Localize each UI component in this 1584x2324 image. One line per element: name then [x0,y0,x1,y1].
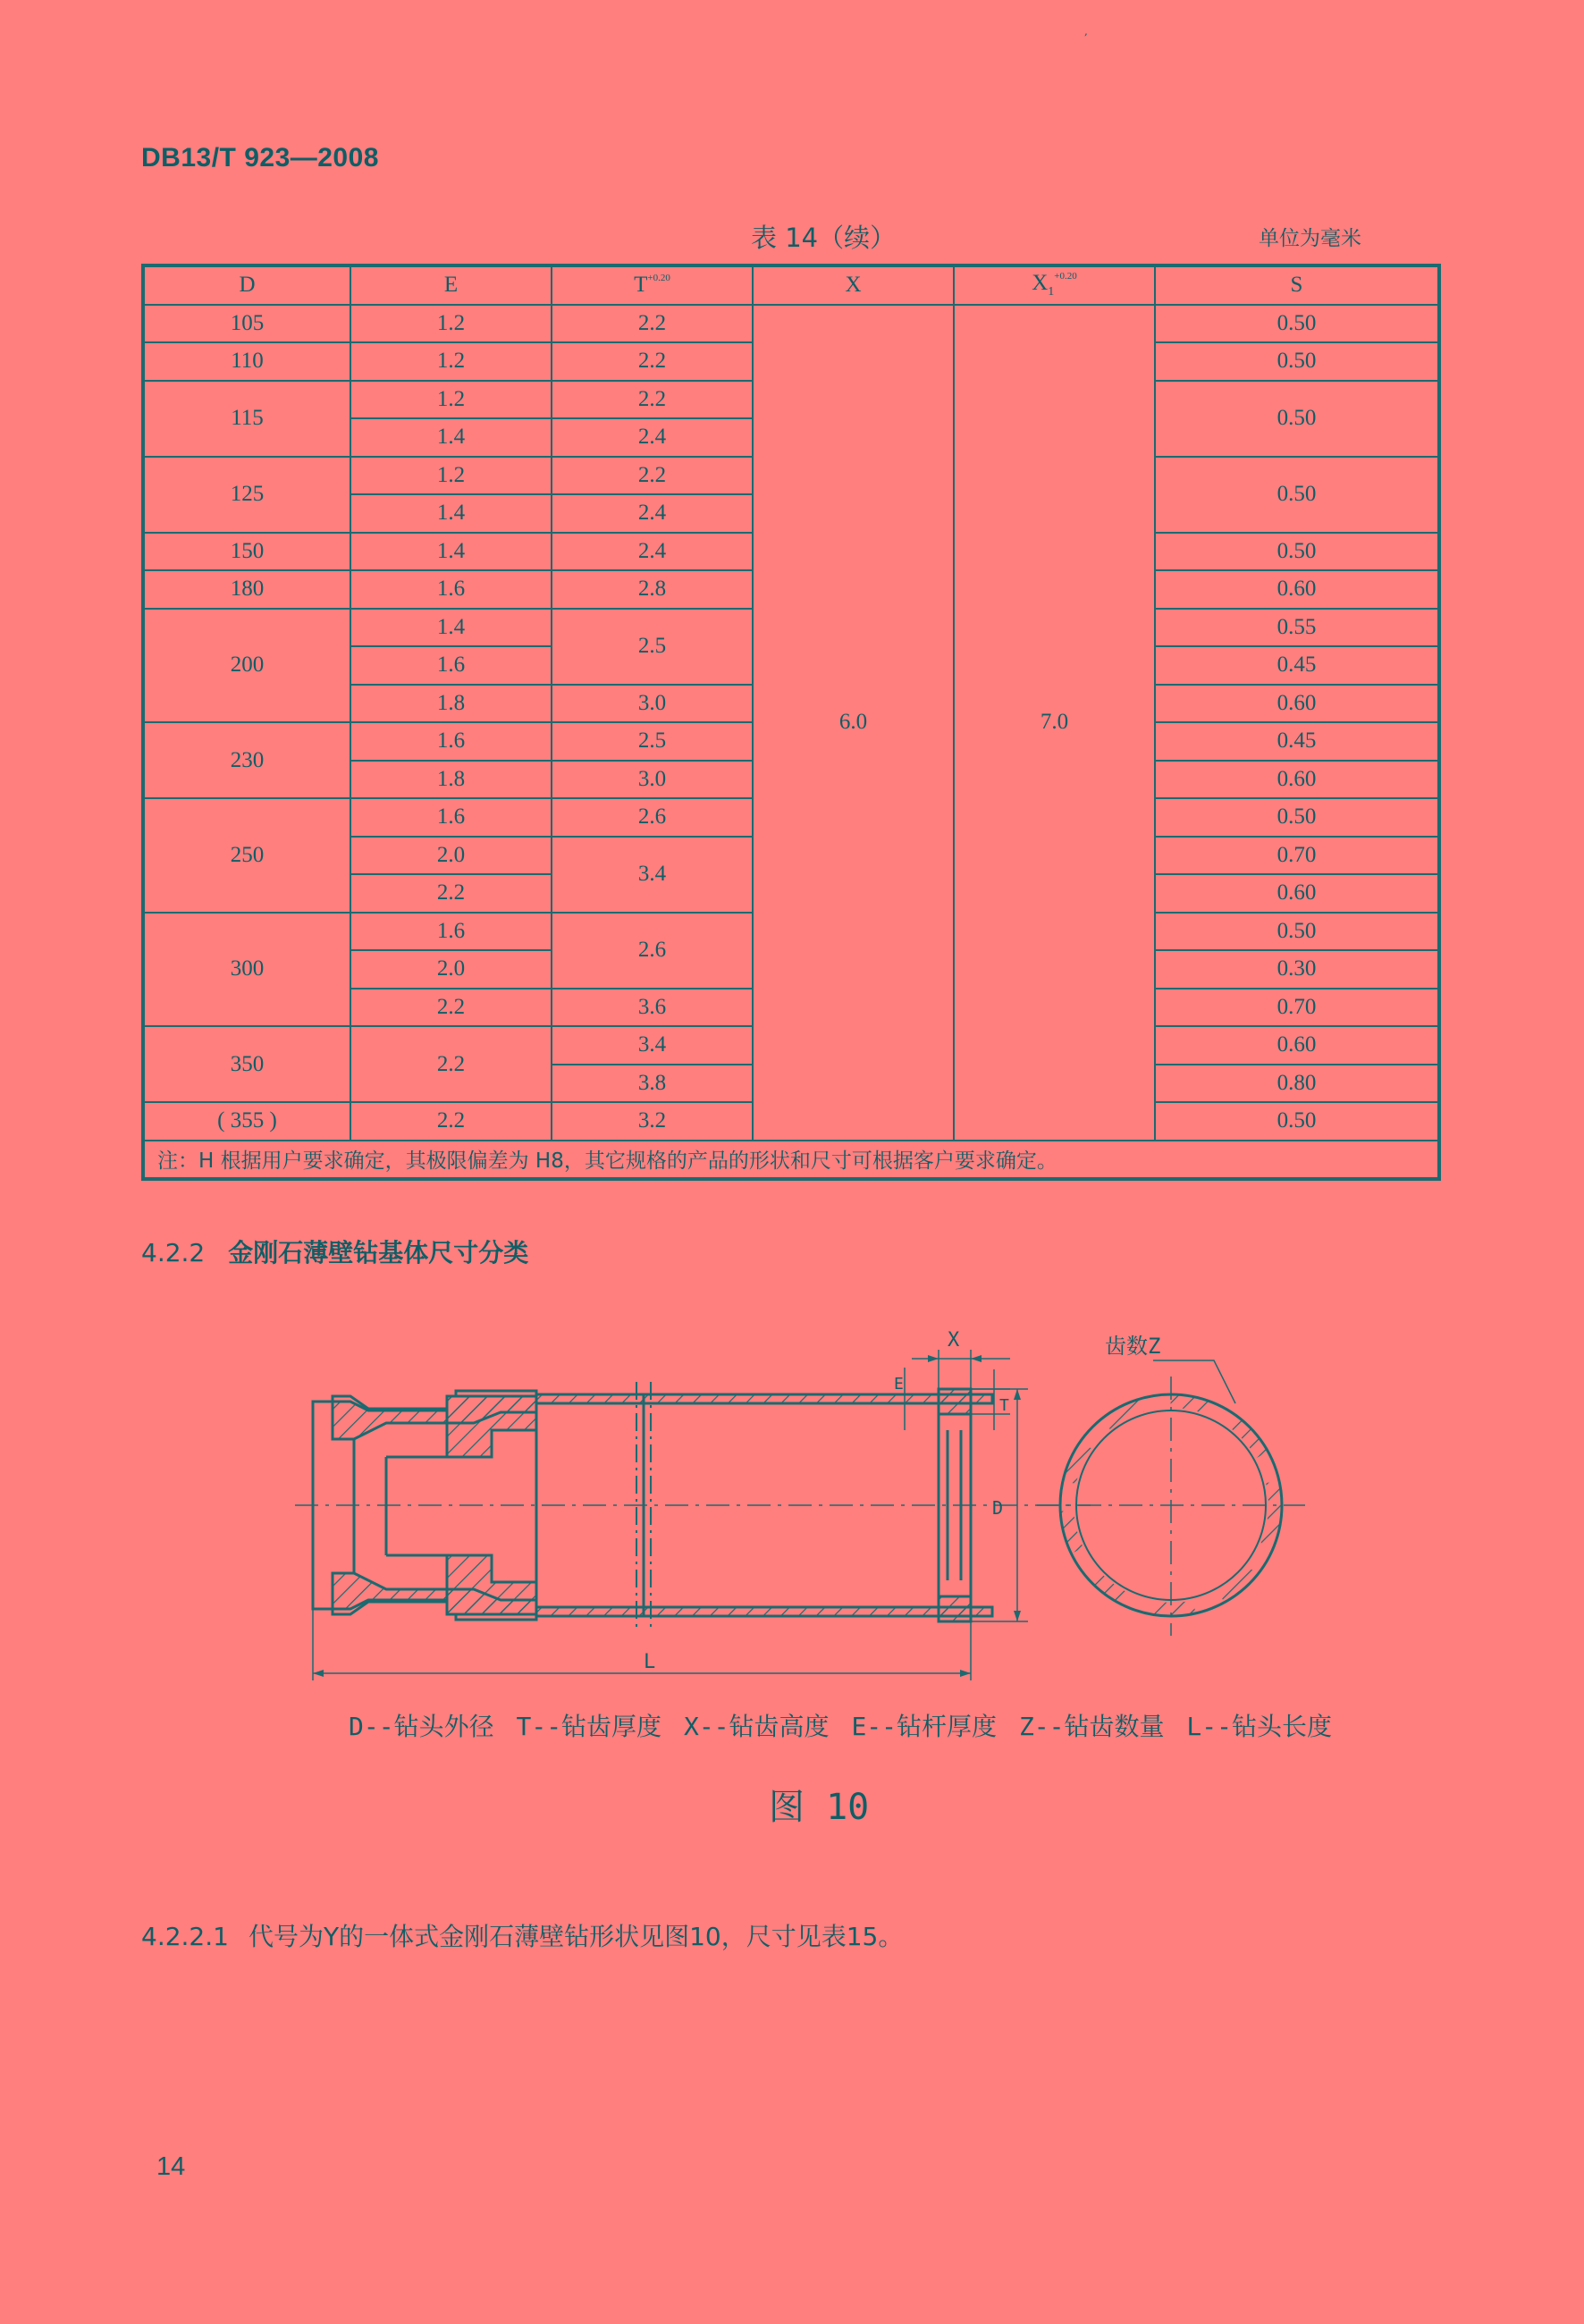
header-d: D [143,265,350,305]
cell-t: 2.6 [552,913,753,989]
legend-item: Z--钻齿数量 [1018,1712,1165,1741]
table-row [143,305,1439,343]
section-number: 4.2.2.1 [141,1922,229,1951]
cell-s: 0.50 [1155,342,1439,381]
spec-table [141,264,1441,1181]
cell-s: 0.30 [1155,950,1439,989]
cell-s: 0.50 [1155,533,1439,571]
table-note: 注：H 根据用户要求确定，其极限偏差为 H8，其它规格的产品的形状和尺寸可根据客户要求确定。 [143,1141,1439,1180]
cell-t: 2.8 [552,570,753,609]
cell-d: 125 [143,457,350,533]
tooth-count-label: 齿数Z [1105,1334,1161,1359]
arrow-head [1014,1389,1021,1400]
cell-s: 0.70 [1155,837,1439,875]
legend-item: T--钻齿厚度 [516,1712,662,1741]
cell-e: 2.0 [350,837,552,875]
tooth-segment-upper [939,1389,971,1414]
cell-s: 0.50 [1155,1102,1439,1141]
cell-e: 1.6 [350,570,552,609]
table-header-row [143,265,1439,305]
dim-e-label: E [894,1375,904,1394]
cell-s: 0.50 [1155,381,1439,457]
cell-s: 0.70 [1155,989,1439,1027]
cell-s: 0.50 [1155,913,1439,951]
cell-s: 0.60 [1155,1026,1439,1065]
cell-t: 3.4 [552,837,753,913]
cell-t: 2.4 [552,533,753,571]
cell-x-merged: 6.0 [753,305,954,1141]
cell-t: 3.2 [552,1102,753,1141]
unit-note: 单位为毫米 [1259,227,1361,250]
cell-e: 2.0 [350,950,552,989]
dim-l-label: L [644,1651,656,1673]
cell-s: 0.55 [1155,609,1439,647]
cell-e: 1.4 [350,418,552,457]
legend-item: E--钻杆厚度 [851,1712,998,1741]
cell-s: 0.50 [1155,457,1439,533]
cell-d: 105 [143,305,350,343]
cell-e: 1.2 [350,381,552,419]
cell-s: 0.45 [1155,722,1439,761]
cell-t: 3.6 [552,989,753,1027]
cell-e: 1.4 [350,494,552,533]
dim-t-label: T [999,1396,1009,1415]
cell-t: 3.4 [552,1026,753,1065]
adapter-hatch-inner-lower [447,1555,536,1614]
cell-s: 0.60 [1155,761,1439,799]
cell-e: 2.2 [350,1102,552,1141]
cell-s: 0.60 [1155,570,1439,609]
legend-item: L--钻头长度 [1186,1712,1332,1741]
cell-e: 1.6 [350,646,552,685]
cell-e: 1.6 [350,913,552,951]
cell-e: 2.2 [350,1026,552,1102]
section-number: 4.2.2 [141,1238,206,1267]
cell-s: 0.50 [1155,305,1439,343]
arrow-head [928,1355,939,1362]
section-heading-4-2-2 [141,1234,528,1269]
cell-t: 3.0 [552,685,753,723]
header-e: E [350,265,552,305]
cell-e: 1.2 [350,342,552,381]
cell-e: 1.8 [350,685,552,723]
cell-s: 0.60 [1155,685,1439,723]
cell-s: 0.80 [1155,1065,1439,1103]
arrow-head [313,1670,324,1677]
header-s: S [1155,265,1439,305]
cell-e: 1.6 [350,722,552,761]
arrow-head [960,1670,971,1677]
cell-t: 2.4 [552,418,753,457]
section-title: 金刚石薄壁钻基体尺寸分类 [228,1238,529,1267]
cell-t: 3.0 [552,761,753,799]
cell-x1-merged: 7.0 [954,305,1155,1141]
cell-d: 180 [143,570,350,609]
cell-t: 2.2 [552,342,753,381]
dim-x-label: X [948,1329,960,1351]
dim-d-label: D [992,1497,1004,1519]
section-paragraph-4-2-2-1 [141,1917,903,1953]
cell-s: 0.45 [1155,646,1439,685]
legend-item: X--钻齿高度 [683,1712,830,1741]
cell-d: 150 [143,533,350,571]
figure-legend [349,1707,1332,1743]
cell-e: 2.2 [350,874,552,913]
cell-e: 1.4 [350,533,552,571]
cell-t: 2.4 [552,494,753,533]
cell-d: 300 [143,913,350,1027]
header-x: X [753,265,954,305]
cell-d: ( 355 ) [143,1102,350,1141]
table-note-row [143,1141,1439,1180]
cell-t: 2.2 [552,457,753,495]
cell-d: 200 [143,609,350,723]
cell-e: 1.4 [350,609,552,647]
cell-t: 2.5 [552,722,753,761]
cell-t: 3.8 [552,1065,753,1103]
header-x1: $X_1^{+0.20}$ [954,265,1155,305]
cell-e: 1.8 [350,761,552,799]
document-code: DB13/T 923—2008 [141,143,379,173]
stray-mark: , [1084,25,1088,38]
adapter-hatch-inner-upper [447,1396,536,1457]
figure-caption: 图 10 [769,1787,870,1828]
cell-e: 1.2 [350,305,552,343]
arrow-head [971,1355,982,1362]
header-t: $T^{+0.20}$ [552,265,753,305]
cell-s: 0.50 [1155,798,1439,837]
cell-e: 1.6 [350,798,552,837]
cell-d: 250 [143,798,350,913]
legend-item: D--钻头外径 [349,1712,494,1741]
cell-t: 2.5 [552,609,753,685]
page-number: 14 [156,2152,186,2181]
cell-t: 2.6 [552,798,753,837]
cell-d: 110 [143,342,350,381]
tooth-segment-lower [939,1596,971,1621]
cell-d: 115 [143,381,350,457]
cell-t: 2.2 [552,305,753,343]
arrow-head [1014,1611,1021,1621]
cell-e: 2.2 [350,989,552,1027]
cell-d: 350 [143,1026,350,1102]
table-caption: 表 14（续） [751,223,897,253]
cell-s: 0.60 [1155,874,1439,913]
cell-t: 2.2 [552,381,753,419]
spec-table-container [141,264,1437,1181]
section-text: 代号为Y的一体式金刚石薄壁钻形状见图10，尺寸见表15。 [248,1922,904,1951]
cell-d: 230 [143,722,350,798]
cell-e: 1.2 [350,457,552,495]
